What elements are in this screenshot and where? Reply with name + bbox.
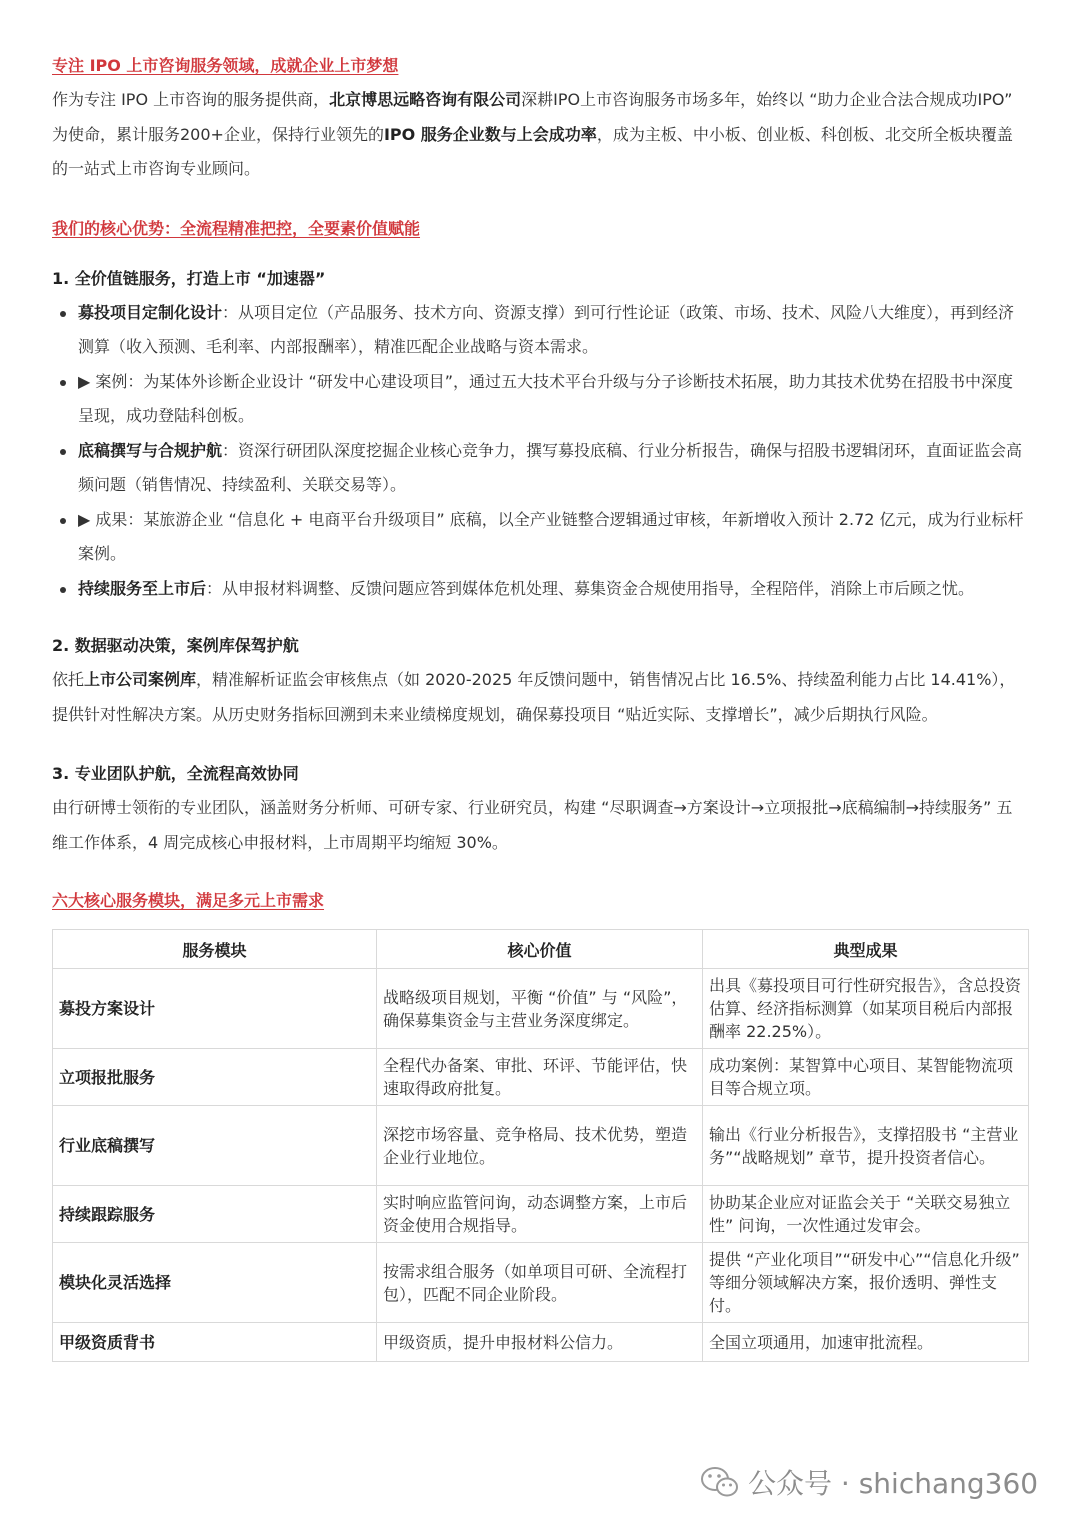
intro-text-a: 作为专注 IPO 上市咨询的服务提供商，	[52, 90, 330, 109]
p2-text-b: ，精准解析证监会审核焦点（如 2020-2025 年反馈问题中，销售情况占比 16.5%、持续盈利能力占比 14.41%），提供针对性解决方案。从历史财务指标回溯到未来业绩梯度规划，确保募投项目 “贴近实际、支撑增长”，减少后期执行风险。	[52, 670, 1016, 724]
bullet-dot	[60, 587, 66, 593]
table-row	[53, 1323, 1029, 1362]
advantage-list	[52, 296, 1028, 607]
list-item-text: ：从申报材料调整、反馈问题应答到媒体危机处理、募集资金合规使用指导，全程陪伴，消除上市后顾之忧。	[206, 578, 975, 598]
list-item	[52, 503, 1028, 572]
list-item	[52, 365, 1028, 434]
table-row	[53, 969, 1029, 1049]
table-row	[53, 1186, 1029, 1243]
core-value-cell: 战略级项目规划，平衡 “价值” 与 “风险”，确保募集资金与主营业务深度绑定。	[377, 969, 703, 1049]
table-row	[53, 1106, 1029, 1186]
table-header-cell: 典型成果	[703, 930, 1029, 969]
typical-result-cell: 全国立项通用，加速审批流程。	[703, 1323, 1029, 1362]
list-item-bold: 底稿撰写与合规护航	[78, 440, 223, 460]
table-row	[53, 1243, 1029, 1323]
section-title-intro: 专注 IPO 上市咨询服务领域，成就企业上市梦想	[52, 56, 399, 75]
wechat-watermark	[700, 1460, 1038, 1504]
typical-result-cell: 输出《行业分析报告》，支撑招股书 “主营业务”“战略规划” 章节，提升投资者信心。	[703, 1106, 1029, 1186]
typical-result-cell: 成功案例：某智算中心项目、某智能物流项目等合规立项。	[703, 1049, 1029, 1106]
team-paragraph: 由行研博士领衔的专业团队，涵盖财务分析师、可研专家、行业研究员，构建 “尽职调查→方案设计→立项报批→底稿编制→持续服务” 五维工作体系，4 周完成核心申报材料，上市周期平均缩短 30%。	[52, 798, 1013, 852]
intro-text-c: ，成为主板、中小板、创业板、科创板、北交所全板块覆盖的一站式上市咨询专业顾问。	[52, 124, 1013, 178]
list-item-bold: 募投项目定制化设计	[78, 302, 223, 322]
table-header-row	[53, 930, 1029, 969]
list-item-text: ▶ 案例：为某体外诊断企业设计 “研发中心建设项目”，通过五大技术平台升级与分子诊断技术拓展，助力其技术优势在招股书中深度呈现，成功登陆科创板。	[78, 371, 1014, 425]
module-name-cell: 甲级资质背书	[53, 1323, 377, 1362]
list-item-text: ：资深行研团队深度挖掘企业核心竞争力，撰写募投底稿、行业分析报告，确保与招股书逻辑闭环，直面证监会高频问题（销售情况、持续盈利、关联交易等）。	[78, 440, 1023, 494]
table-header-cell: 核心价值	[377, 930, 703, 969]
article-body	[52, 52, 1028, 1362]
list-item-text: ：从项目定位（产品服务、技术方向、资源支撑）到可行性论证（政策、市场、技术、风险八大维度），再到经济测算（收入预测、毛利率、内部报酬率），精准匹配企业战略与资本需求。	[78, 302, 1015, 356]
list-item	[52, 572, 1028, 607]
module-name-cell: 模块化灵活选择	[53, 1243, 377, 1323]
core-value-cell: 按需求组合服务（如单项目可研、全流程打包），匹配不同企业阶段。	[377, 1243, 703, 1323]
intro-text-b: 深耕IPO上市咨询服务市场多年，始终以 “助力企业合法合规成功IPO” 为使命，累计服务200+企业，保持行业领先的	[52, 90, 1013, 144]
intro-paragraph	[52, 83, 1028, 187]
module-name-cell: 募投方案设计	[53, 969, 377, 1049]
core-value-cell: 全程代办备案、审批、环评、节能评估，快速取得政府批复。	[377, 1049, 703, 1106]
section-title-advantages: 我们的核心优势：全流程精准把控，全要素价值赋能	[52, 218, 421, 238]
list-item-text: ▶ 成果：某旅游企业 “信息化 + 电商平台升级项目” 底稿，以全产业链整合逻辑通过审核，年新增收入预计 2.72 亿元，成为行业标杆案例。	[78, 509, 1024, 563]
typical-result-cell: 出具《募投项目可行性研究报告》，含总投资估算、经济指标测算（如某项目税后内部报酬率 22.25%）。	[703, 969, 1029, 1049]
typical-result-cell: 提供 “产业化项目”“研发中心”“信息化升级” 等细分领域解决方案，报价透明、弹性支付。	[703, 1243, 1029, 1323]
bullet-dot	[60, 311, 66, 317]
data-driven-paragraph	[52, 663, 1028, 732]
subheading-3: 3. 专业团队护航，全流程高效协同	[52, 764, 299, 783]
p2-text-a: 依托	[52, 670, 85, 689]
typical-result-cell: 协助某企业应对证监会关于 “关联交易独立性” 问询，一次性通过发审会。	[703, 1186, 1029, 1243]
watermark-text: 公众号 · shichang360	[748, 1467, 1039, 1500]
module-name-cell: 立项报批服务	[53, 1049, 377, 1106]
module-name-cell: 行业底稿撰写	[53, 1106, 377, 1186]
p2-bold: 上市公司案例库	[84, 670, 197, 689]
service-modules-table	[52, 929, 1029, 1362]
wechat-icon	[700, 1465, 740, 1499]
table-row	[53, 1049, 1029, 1106]
list-item	[52, 296, 1028, 365]
list-item	[52, 434, 1028, 503]
company-name: 北京博思远略咨询有限公司	[329, 90, 522, 109]
bullet-dot	[60, 518, 66, 524]
list-item-bold: 持续服务至上市后	[78, 578, 207, 598]
core-value-cell: 深挖市场容量、竞争格局、技术优势，塑造企业行业地位。	[377, 1106, 703, 1186]
table-header-cell: 服务模块	[53, 930, 377, 969]
core-value-cell: 甲级资质，提升申报材料公信力。	[377, 1323, 703, 1362]
bullet-dot	[60, 449, 66, 455]
core-value-cell: 实时响应监管问询，动态调整方案，上市后资金使用合规指导。	[377, 1186, 703, 1243]
subheading-1: 1. 全价值链服务，打造上市 “加速器”	[52, 268, 326, 288]
bullet-dot	[60, 380, 66, 386]
section-title-modules: 六大核心服务模块，满足多元上市需求	[52, 891, 325, 910]
intro-bold-metric: IPO 服务企业数与上会成功率	[383, 124, 597, 144]
module-name-cell: 持续跟踪服务	[53, 1186, 377, 1243]
subheading-2: 2. 数据驱动决策，案例库保驾护航	[52, 636, 299, 655]
